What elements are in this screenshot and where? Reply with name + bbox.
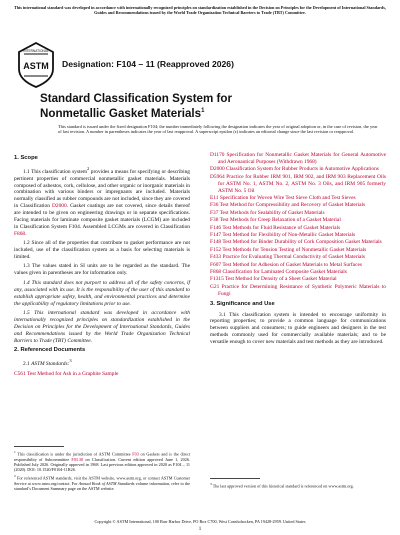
ref-item-f433[interactable] [210,254,386,261]
ref-item-f37[interactable] [210,210,386,217]
left-column [14,152,190,378]
footnote-3-mark: 3 [210,482,212,486]
document-title [40,92,360,121]
right-column [210,152,386,349]
ref-code[interactable]: F146 [210,224,222,231]
ref-item-f36[interactable] [210,202,386,209]
copyright-line: Copyright © ASTM International, 100 Barr Harbor Drive, PO Box C700, West Conshohocken, PA 19428-2959. United States [94,519,306,524]
footnote-2-mark: 2 [14,474,16,479]
ref-title[interactable]: Specification for Nonmetallic Gasket Materials for General Automotive and Aeronautical Purposes [218,152,386,165]
ref-code[interactable]: D1170 [210,152,225,158]
paragraph-1-2: 1.2 Since all of the properties that contribute to gasket performance are not included, use of the classification system as a basis for selecting materials is limited. [14,240,190,261]
ref-title[interactable]: Classification System for Rubber Products in Automotive Applications [224,166,379,173]
footnote-2 [14,474,190,491]
footnote-1-mid: on Gaskets and is the direct responsibility of Subcommittee [14,451,190,462]
ref-title[interactable]: Test Methods for Creep Relaxation of a Gasket Material [218,217,341,224]
ref-title[interactable]: Test Method for Flexibility of Non-Metallic Gasket Materials [221,231,356,238]
section-1-heading: 1. Scope [14,155,38,161]
footnote-1-text: This classification is under the jurisdiction of ASTM Committee [15,451,133,457]
ref-code[interactable]: F1315 [210,276,224,283]
paragraph-3-1: 3.1 This classification system is intended to encourage uniformity in reporting properties; to provide a common language for communications between suppliers and consumers; to guide engineers and designers in the test methods commonly used for commercially available materials; and to be versatile enough to cover new materials and test methods as they are introduced. [210,311,386,346]
section-3-heading: 3. Significance and Use [210,300,275,307]
p2-1-label: 2.1 [23,361,32,368]
paragraph-1-5: 1.5 This international standard was developed in accordance with internationally recognized principles on standardization established in the Decision on Principles for the Development of International Standards, Guides and Recommendations issued by the World Trade Organization Technical Barriers to Trade (TBT) Committee. [14,309,190,344]
ref-code[interactable]: F37 [210,209,219,216]
ref-item-d5964[interactable] [210,174,386,195]
title-line-1: Standard Classification System for [40,92,232,105]
title-footnote-mark: 1 [201,108,205,115]
ref-code[interactable]: F38 [210,217,219,224]
footnote-1 [14,450,190,472]
ref-title[interactable]: Practice for Rubber IRM 901, IRM 902, and IRM 903 Replacement Oils for ASTM No. 1, ASTM No. 2, ASTM No. 3 Oils, and IRM 905 formerly ASTM No. 5 Oil [218,173,386,194]
ref-item-f38[interactable] [210,217,386,224]
paragraph-2-1 [14,358,190,368]
ref-code[interactable]: F607 [210,261,222,268]
footnote-3-text: The last approved version of this historical standard is referenced on www.astm.org. [211,483,354,489]
link-f03[interactable]: F03 [132,451,139,457]
ref-code[interactable]: F868 [210,269,222,275]
paragraph-1-1 [14,166,190,238]
ref-code[interactable]: E11 [210,194,219,201]
ref-item-d1170[interactable] [210,152,386,166]
ref-title[interactable]: Test Method for Ash in a Graphite Sample [25,370,119,377]
p2-1-footnote-mark: 3 [69,358,72,364]
footnote-divider [14,446,64,447]
ref-status: (Withdrawn 1968) [275,158,317,165]
page-number: 1 [198,527,202,532]
ref-item-e11[interactable] [210,195,386,202]
ref-code[interactable]: C561 [14,370,26,377]
ref-code[interactable]: F148 [210,239,222,246]
ref-code[interactable]: F36 [210,202,219,209]
designation: Designation: F104 – 11 (Reapproved 2026) [62,59,234,69]
title-line-2 [40,105,360,120]
ref-title[interactable]: Test Methods for Sealability of Gasket Materials [218,209,325,216]
link-f868[interactable]: F868 [14,230,26,237]
ref-title[interactable]: Test Method for Binder Durability of Cork Composition Gasket Materials [221,239,382,246]
p1-1-footnote-mark: 2 [87,165,90,171]
ref-item-f147[interactable] [210,232,386,239]
ref-title[interactable]: Test Method for Compressibility and Recovery of Gasket Materials [218,202,366,209]
footnote-2-text: For referenced ASTM standards, visit the ASTM website, www.astm.org, or contact ASTM Customer Service at www.astm.org/contact. For [14,475,190,486]
svg-text:INTERNATIONAL: INTERNATIONAL [23,49,49,53]
ref-title[interactable]: Test Methods for Fluid Resistance of Gasket Materials [221,224,341,231]
ref-title[interactable]: Test Methods for Tension Testing of Nonmetallic Gasket Materials [221,246,367,253]
ref-title[interactable]: Test Method for Density of a Sheet Gasket Material [223,276,337,283]
ref-code[interactable]: D2000 [210,166,225,173]
ref-item-f152[interactable] [210,247,386,254]
reference-list [210,152,386,298]
section-2-heading: 2. Referenced Documents [14,347,86,354]
ref-code[interactable]: F152 [210,246,222,253]
ref-title[interactable]: Practice for Evaluating Thermal Conductivity of Gasket Materials [221,254,366,261]
p1-1-middle: provides a means for specifying or describing pertinent properties of commercial nonmetallic gasket materials. Materials composed of asbestos, cork, cellulose, and other organic or inorganic materials in combination with various binders or impregnants are included. Materials normally classified as rubber compounds are not included, since they are covered in Classification [14,168,190,210]
footnotes-right [210,474,386,491]
ref-item-d2000[interactable] [210,166,386,173]
trade-notice: This international standard was developed in accordance with internationally recognized principles on standardization established in the Decision on Principles for the Development of International Standards, Guides and Recommendations issued by the World Trade Organization Technical Barriers to Trade (TBT) Committee. [14,5,386,16]
footnote-1-end: on Classification. Current edition approved June 1, 2026. Published July 2026. Originally approved in 1968. Last previous edition approved in 2020 as F104 – 11 (2020). DOI: 10.1520/F0104-11R26. [14,456,190,472]
svg-text:ASTM: ASTM [23,61,49,71]
footnote-3 [210,482,386,489]
ref-title[interactable]: Practice for Determining Resistance of Synthetic Polymeric Materials to Fungi [218,283,386,297]
astm-logo [16,42,56,88]
paragraph-1-3: 1.3 The values stated in SI units are to be regarded as the standard. The values given in parentheses are for information only. [14,263,190,277]
ref-item-f148[interactable] [210,239,386,246]
ref-code[interactable]: G21 [210,283,220,290]
ref-title[interactable]: Classification for Laminated Composite Gasket Materials [221,269,347,275]
footnote-divider-right [210,478,260,479]
footnotes-left [14,442,190,493]
ref-item-f146[interactable] [210,225,386,232]
footnote-1-mark: 1 [14,450,16,454]
footnote-2-end: volume information, refer to the standard’s Document Summary page on the ASTM website. [14,480,190,491]
footnote-2-book: Annual Book of ASTM Standards [78,480,135,486]
ref-code[interactable]: F147 [210,231,222,238]
ref-title[interactable]: Specification for Woven Wire Test Sieve Cloth and Test Sieves [218,194,356,201]
ref-item-f607[interactable] [210,262,386,269]
designation-note: This standard is issued under the fixed designation F104; the number immediately following the designation indicates the year of original adoption or, in the case of revision, the year of last revision. A number in parentheses indicates the year of last reapproval. A superscript epsilon (ε) indicates an editorial change since the last revision or reapproval. [58,124,378,135]
ref-item-f1315[interactable] [210,276,386,283]
p2-1-text: ASTM Standards: [31,361,70,368]
title-line-2-text: Nonmetallic Gasket Materials [40,107,202,121]
ref-item-f868[interactable] [210,269,386,276]
link-d2000[interactable]: D2000 [52,203,67,210]
ref-code[interactable]: F433 [210,254,222,261]
link-f03-30[interactable]: F03.30 [71,456,84,462]
p1-1-start: 1.1 This classification system [23,168,88,175]
p1-1-middle-2: . Gasket coatings are not covered, since details thereof are intended to be given on engineering drawings or in separate specifications. Facing materials for laminate composite gasket materials (LCGM) are included in Classification System F104. Assembled LCGMs are covered in Classification [14,203,190,230]
ref-code[interactable]: D5964 [210,173,225,180]
ref-item-c561[interactable] [14,371,190,378]
ref-title[interactable]: Test Method for Adhesion of Gasket Materials to Metal Surfaces [221,261,362,268]
ref-item-g21[interactable] [210,284,386,298]
p1-1-end: . [25,230,27,237]
paragraph-1-4: 1.4 This standard does not purport to address all of the safety concerns, if any, associated with its use. It is the responsibility of the user of this standard to establish appropriate safety, health, and environmental practices and determine the applicability of regulatory limitations prior to use. [14,279,190,307]
